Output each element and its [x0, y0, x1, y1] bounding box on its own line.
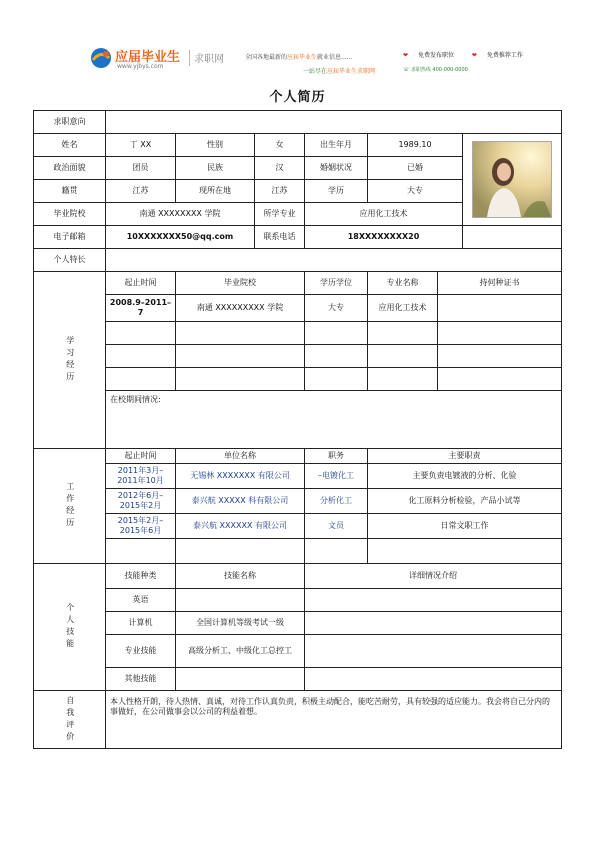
header-links	[403, 50, 539, 59]
native-value[interactable]: 江苏	[106, 180, 176, 203]
edu-cell[interactable]	[438, 345, 562, 368]
skill-cell[interactable]	[305, 668, 562, 691]
education-label: 学历	[305, 180, 368, 203]
work-cell[interactable]: 化工原料分析检验，产品小试等	[368, 489, 562, 514]
skill-header-type: 技能种类	[106, 564, 176, 589]
edu-cell[interactable]	[106, 368, 176, 391]
residence-label: 现所在地	[176, 180, 255, 203]
skill-cell[interactable]	[176, 668, 305, 691]
gender-label: 性别	[176, 134, 255, 157]
work-cell[interactable]	[305, 539, 368, 564]
job-intent-value[interactable]	[106, 111, 562, 134]
marital-value[interactable]: 已婚	[368, 157, 463, 180]
job-intent-label: 求职意向	[34, 111, 106, 134]
empty-cell	[463, 226, 562, 249]
skill-cell[interactable]: 高级分析工、中级化工总控工	[176, 635, 305, 668]
skill-cell[interactable]	[305, 612, 562, 635]
edu-cell[interactable]: 大专	[305, 295, 368, 322]
politics-label: 政治面貌	[34, 157, 106, 180]
self-eval-label: 自我评价	[34, 691, 106, 749]
edu-cell[interactable]: 2008.9–2011–7	[106, 295, 176, 322]
major-value[interactable]: 应用化工技术	[305, 203, 463, 226]
edu-cell[interactable]	[438, 322, 562, 345]
brand-secondary: 求职网	[194, 54, 224, 65]
phone-label: 联系电话	[255, 226, 305, 249]
slogan-line-1: 全国各地最新的应届毕业生就业信息......	[245, 54, 353, 61]
self-eval-text[interactable]: 本人性格开朗，待人热情、真诚，对待工作认真负责，积极主动配合，能吃苦耐劳，具有较强的适应能力。我会将自己分内的事做好，在公司做事会以公司的利益着想。	[106, 691, 562, 749]
edu-cell[interactable]	[106, 345, 176, 368]
edu-cell[interactable]	[438, 295, 562, 322]
work-cell[interactable]: 2015年2月–2015年6月	[106, 514, 176, 539]
edu-cell[interactable]	[368, 345, 438, 368]
photo-cell	[463, 134, 562, 226]
ethnic-value[interactable]: 汉	[255, 157, 305, 180]
heart-icon: ❤	[471, 52, 477, 59]
work-header-duty: 主要职责	[368, 449, 562, 464]
education-value[interactable]: 大专	[368, 180, 463, 203]
email-value[interactable]: 10XXXXXXX50@qq.com	[106, 226, 255, 249]
major-label: 所学专业	[255, 203, 305, 226]
edu-cell[interactable]	[305, 368, 368, 391]
skill-header-detail: 详细情况介绍	[305, 564, 562, 589]
page-title: 个人简历	[269, 90, 326, 105]
work-cell[interactable]	[176, 539, 305, 564]
edu-cell[interactable]	[305, 322, 368, 345]
work-section-label: 工作经历	[34, 449, 106, 564]
brand-name: 应届毕业生	[115, 50, 181, 65]
campus-info[interactable]: 在校期间情况:	[106, 391, 562, 449]
edu-header-degree: 学历学位	[305, 272, 368, 295]
post-job-link[interactable]: ❤ 免费发布职位	[403, 52, 454, 59]
skill-header-name: 技能名称	[176, 564, 305, 589]
phone-value[interactable]: 18XXXXXXXX20	[305, 226, 463, 249]
edu-cell[interactable]: 南通 XXXXXXXXX 学院	[176, 295, 305, 322]
native-label: 籍贯	[34, 180, 106, 203]
work-cell[interactable]: 主要负责电镀液的分析、化验	[368, 464, 562, 489]
edu-cell[interactable]	[176, 345, 305, 368]
birth-label: 出生年月	[305, 134, 368, 157]
work-cell[interactable]	[368, 539, 562, 564]
skill-cell[interactable]	[305, 589, 562, 612]
birth-value[interactable]: 1989.10	[368, 134, 463, 157]
edu-cell[interactable]	[305, 345, 368, 368]
work-cell[interactable]: 文员	[305, 514, 368, 539]
marital-label: 婚姻状况	[305, 157, 368, 180]
skill-cell[interactable]: 专业技能	[106, 635, 176, 668]
work-cell[interactable]: 2012年6月–2015年2月	[106, 489, 176, 514]
logo-icon	[89, 46, 113, 70]
edu-cell[interactable]: 应用化工技术	[368, 295, 438, 322]
edu-cell[interactable]	[106, 322, 176, 345]
residence-value[interactable]: 江苏	[255, 180, 305, 203]
school-value[interactable]: 南通 XXXXXXXX 学院	[106, 203, 255, 226]
skills-label: 个人特长	[34, 249, 106, 272]
site-url: www.yjbys.com	[117, 63, 164, 70]
work-header-company: 单位名称	[176, 449, 305, 464]
edu-cell[interactable]	[368, 322, 438, 345]
work-header-time: 起止时间	[106, 449, 176, 464]
work-cell[interactable]: –电镀化工	[305, 464, 368, 489]
skill-cell[interactable]	[176, 589, 305, 612]
education-section-label: 学习经历	[34, 272, 106, 449]
gender-value[interactable]: 女	[255, 134, 305, 157]
recommend-job-link[interactable]: ❤ 免费推荐工作	[471, 52, 523, 59]
ethnic-label: 民族	[176, 157, 255, 180]
resume-form	[33, 110, 562, 749]
edu-header-time: 起止时间	[106, 272, 176, 295]
profile-photo	[472, 141, 552, 218]
skills-value[interactable]	[106, 249, 562, 272]
edu-header-major: 专业名称	[368, 272, 438, 295]
work-cell[interactable]: 日常文职工作	[368, 514, 562, 539]
work-cell[interactable]: 2011年3月–2011年10月	[106, 464, 176, 489]
skill-cell[interactable]: 全国计算机等级考试一级	[176, 612, 305, 635]
email-label: 电子邮箱	[34, 226, 106, 249]
hotline: ☏ 求职热线 400-000-0000	[403, 67, 468, 73]
skill-cell[interactable]: 其他技能	[106, 668, 176, 691]
skill-section-label: 个人技能	[34, 564, 106, 691]
skill-cell[interactable]	[305, 635, 562, 668]
skill-cell[interactable]: 计算机	[106, 612, 176, 635]
edu-cell[interactable]	[176, 368, 305, 391]
edu-header-cert: 持何种证书	[438, 272, 562, 295]
skill-cell[interactable]: 英语	[106, 589, 176, 612]
slogan-line-2: 一站尽在应届毕业生求职网	[303, 68, 376, 75]
edu-header-school: 毕业院校	[176, 272, 305, 295]
work-cell[interactable]: 泰兴航 XXXXXX 有限公司	[176, 514, 305, 539]
work-cell[interactable]: 分析化工	[305, 489, 368, 514]
name-value[interactable]: 丁 XX	[106, 134, 176, 157]
school-label: 毕业院校	[34, 203, 106, 226]
work-header-position: 职务	[305, 449, 368, 464]
work-cell[interactable]	[106, 539, 176, 564]
header-banner	[85, 38, 523, 78]
edu-cell[interactable]	[176, 322, 305, 345]
edu-cell[interactable]	[438, 368, 562, 391]
name-label: 姓名	[34, 134, 106, 157]
edu-cell[interactable]	[368, 368, 438, 391]
work-cell[interactable]: 泰兴航 XXXXX 科有限公司	[176, 489, 305, 514]
work-cell[interactable]: 无锡林 XXXXXXX 有限公司	[176, 464, 305, 489]
logo-divider	[189, 50, 190, 66]
heart-icon: ❤	[403, 52, 409, 59]
politics-value[interactable]: 团员	[106, 157, 176, 180]
